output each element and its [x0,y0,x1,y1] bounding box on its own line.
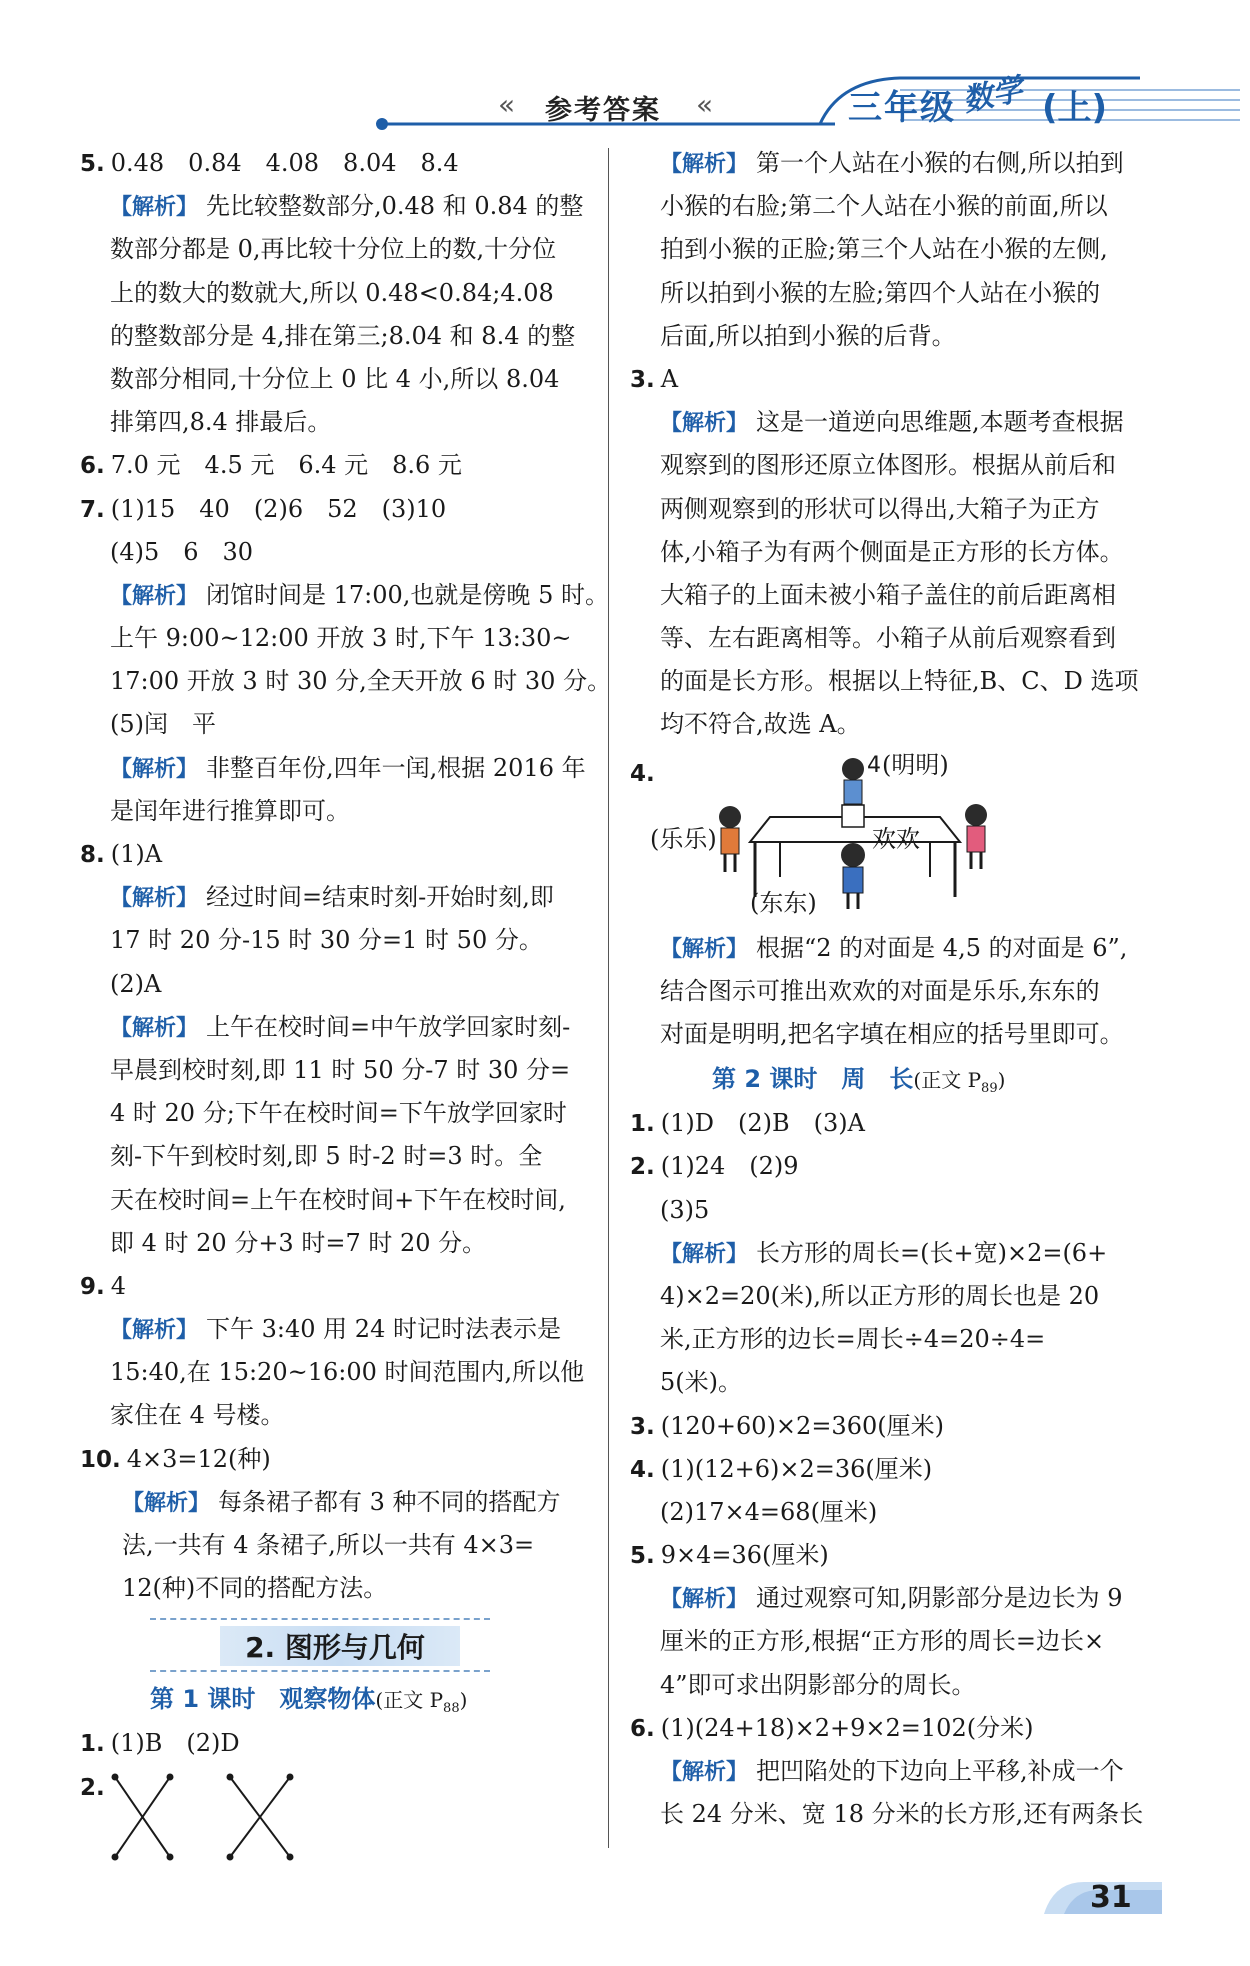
answer-line [80,1265,590,1308]
line-text: 7.0 元 4.5 元 6.4 元 8.6 元 [110,451,462,480]
line-text: 上午 9:00~12:00 开放 3 时,下午 13:30~ [110,624,572,653]
line-text: (2)A [110,969,162,998]
answer-line [630,703,1140,746]
line-text: 家住在 4 号楼。 [110,1401,285,1430]
answer-line [80,1222,590,1265]
answer-line [80,444,590,487]
answer-line [630,1750,1140,1793]
line-text: 的面是长方形。根据以上特征,B、C、D 选项 [660,667,1139,696]
line-text: 根据“2 的对面是 4,5 的对面是 6”, [756,933,1128,962]
answer-line [80,919,590,962]
answer-line [80,358,590,401]
answer-line [80,531,590,574]
line-text: 通过观察可知,阴影部分是边长为 9 [756,1584,1123,1613]
answer-line [80,747,590,790]
lesson-1-ref-page: 88 [443,1701,460,1717]
answer-line [80,1481,590,1524]
answer-line [80,617,590,660]
lesson-1-ref-end: ) [459,1688,468,1713]
chevron-left-icon: « [498,88,516,121]
item-number: 7. [80,496,105,523]
label-bottom: (东东) [750,888,817,917]
answer-line [630,1620,1140,1663]
header-volume: (上) [1042,88,1108,128]
lesson-2-ref-page: 89 [981,1081,998,1097]
answer-line [630,1318,1140,1361]
header-grade: 三年级 [848,88,956,128]
answer-line [630,1534,1140,1577]
line-text: 4”即可求出阴影部分的周长。 [660,1670,976,1699]
left-answer-lines [80,142,612,1610]
line-text: 12(种)不同的搭配方法。 [122,1574,388,1603]
answer-line [630,1102,1140,1145]
cross-2 [227,1774,294,1861]
answer-line [630,1232,1140,1275]
analysis-tag: 【解析】 [110,886,199,912]
answer-line [630,444,1140,487]
scene-number: 4. [630,760,655,787]
line-text: (120+60)×2=360(厘米) [660,1411,944,1440]
lesson-2-ref [913,1068,1006,1097]
answer-line [80,963,590,1006]
line-text: 0.48 0.84 4.08 8.04 8.4 [110,149,459,177]
item-number: 10. [80,1446,121,1473]
answer-line [630,970,1140,1013]
page-number: 31 [1090,1880,1132,1915]
answer-line [630,1664,1140,1707]
lesson-1-ref [375,1688,468,1717]
answer-line [80,272,590,315]
answer-line [80,1049,590,1092]
answer-line [80,1394,590,1437]
line-text: 排第四,8.4 排最后。 [110,408,332,437]
cross-connection-figure [110,1772,300,1862]
line-text: 天在校时间=上午在校时间+下午在校时间, [110,1185,566,1214]
scene-box-number: 4 [867,752,881,778]
line-text: 两侧观察到的形状可以得出,大箱子为正方 [660,494,1100,523]
answer-line [80,1092,590,1135]
line-text: 非整百年份,四年一闰,根据 2016 年 [206,753,586,782]
answer-line [80,876,590,919]
line-text: 对面是明明,把名字填在相应的括号里即可。 [660,1020,1124,1048]
right-column [630,142,1144,1836]
line-text: 观察到的图形还原立体图形。根据从前后和 [660,451,1116,480]
answer-line [80,401,590,444]
answer-line [80,142,590,185]
line-text: 4 [110,1271,127,1300]
banner-dash-top [150,1618,490,1620]
line-text: 长方形的周长=(长+宽)×2=(6+ [756,1238,1108,1267]
item-number: 6. [630,1715,655,1742]
line-text: 后面,所以拍到小猴的后背。 [660,321,956,350]
answer-line [80,703,590,746]
header-subject: 数学 [959,72,1026,119]
analysis-tag: 【解析】 [660,936,749,962]
line-text: (1)15 40 (2)6 52 (3)10 [110,494,447,523]
header-title: 参考答案 [545,95,661,126]
item-number: 8. [80,842,105,868]
answer-line [630,1361,1140,1404]
analysis-tag: 【解析】 [660,1241,749,1267]
line-text: 5(米)。 [660,1368,742,1397]
line-text: 即 4 时 20 分+3 时=7 时 20 分。 [110,1228,487,1257]
answer-line [630,1448,1140,1491]
line-text: (1)B (2)D [110,1729,240,1758]
item-number: 4. [630,1456,655,1483]
line-text: 15:40,在 15:20~16:00 时间范围内,所以他 [110,1358,585,1387]
line-text: 等、左右距离相等。小箱子从前后观察看到 [660,624,1116,653]
analysis-tag: 【解析】 [110,1015,199,1041]
answer-line [630,142,1140,185]
answer-line [80,574,609,617]
line-text: 先比较整数部分,0.48 和 0.84 的整 [206,192,584,221]
lesson-2-ref-text: (正文 P [913,1068,982,1093]
line-text: 4)×2=20(米),所以正方形的周长也是 20 [660,1281,1100,1310]
answer-line [630,1189,1140,1232]
line-text: 17:00 开放 3 时 30 分,全天开放 6 时 30 分。 [110,667,612,696]
lesson-1-heading [80,1676,590,1722]
cross-1 [112,1774,174,1861]
line-text: 拍到小猴的正脸;第三个人站在小猴的左侧, [660,235,1108,264]
line-text: 数部分相同,十分位上 0 比 4 小,所以 8.04 [110,364,560,393]
analysis-tag: 【解析】 [110,756,199,782]
lesson-2-title: 第 2 课时 周 长 [712,1065,914,1094]
line-text: 是闰年进行推算即可。 [110,796,350,825]
answer-line [630,927,1140,970]
answer-line [630,1707,1140,1750]
answer-line [80,228,590,271]
answer-line [80,1722,590,1765]
line-text: 体,小箱子为有两个侧面是正方形的长方体。 [660,537,1124,566]
item-number: 5. [80,151,105,177]
answer-line [630,1405,1140,1448]
answer-line [630,358,1140,401]
line-text: 法,一共有 4 条裙子,所以一共有 4×3= [122,1531,535,1559]
answer-line [630,660,1140,703]
item-number: 2. [80,1774,105,1801]
item-number: 1. [80,1731,105,1758]
category-banner [80,1616,590,1676]
line-text: (4)5 6 30 [110,537,254,566]
line-text: 9×4=36(厘米) [660,1541,829,1570]
analysis-tag: 【解析】 [660,1587,749,1613]
analysis-tag: 【解析】 [660,152,749,177]
line-text: 厘米的正方形,根据“正方形的周长=边长× [660,1627,1105,1656]
answer-line [80,1524,590,1567]
answer-line [630,401,1140,444]
answer-line [630,185,1140,228]
line-text: 长 24 分米、宽 18 分米的长方形,还有两条长 [660,1800,1144,1829]
answer-line [630,1491,1140,1534]
item-number: 1. [630,1111,655,1138]
line-text: A [660,364,679,393]
line-text: 17 时 20 分-15 时 30 分=1 时 50 分。 [110,926,543,955]
answer-line [630,1145,1140,1188]
line-text: (1)(12+6)×2=36(厘米) [660,1454,933,1483]
line-text: 均不符合,故选 A。 [660,710,861,739]
analysis-tag: 【解析】 [660,411,749,437]
line-text: (2)17×4=68(厘米) [660,1497,878,1526]
line-text: 上的数大的数就大,所以 0.48<0.84;4.08 [110,278,554,307]
right-answer-lines-b [630,927,1140,1057]
line-text: 小猴的右脸;第二个人站在小猴的前面,所以 [660,192,1108,221]
answer-line [630,1013,1140,1056]
item-number: 3. [630,366,655,393]
line-text: 第一个人站在小猴的右侧,所以拍到 [756,149,1124,177]
answer-line [80,315,590,358]
answer-line [80,1006,590,1049]
item-number: 3. [630,1413,655,1440]
line-text: (1)24 (2)9 [660,1152,799,1181]
banner-dash-bottom [150,1670,490,1672]
analysis-tag: 【解析】 [660,1760,749,1785]
column-divider [608,148,609,1848]
line-text: 经过时间=结束时刻-开始时刻,即 [206,883,554,912]
left-column [80,142,612,1809]
answer-line [80,185,590,228]
answer-line [80,790,590,833]
analysis-tag: 【解析】 [110,195,199,221]
line-text: 上午在校时间=中午放学回家时刻- [206,1012,571,1041]
line-text: 刻-下午到校时刻,即 5 时-2 时=3 时。全 [110,1142,543,1171]
line-text: (3)5 [660,1195,710,1224]
answer-line [630,228,1140,271]
chevron-left-icon: « [696,88,714,121]
answer-line [630,617,1140,660]
answer-line [630,315,1140,358]
right-answer-lines-a [630,142,1140,747]
line-text: (1)D (2)B (3)A [660,1109,865,1138]
answer-line [80,1438,590,1481]
line-text: 数部分都是 0,再比较十分位上的数,十分位 [110,235,557,264]
observation-scene [630,747,1140,927]
answer-line [630,574,1140,617]
label-top: (明明) [882,750,949,779]
line-text: 米,正方形的边长=周长÷4=20÷4= [660,1325,1046,1354]
label-right: 欢欢 [872,824,920,853]
line-text: 4 时 20 分;下午在校时间=下午放学回家时 [110,1099,567,1128]
answer-line [630,1275,1140,1318]
item-number: 2. [630,1154,655,1181]
answer-line [80,833,590,876]
line-text: 闭馆时间是 17:00,也就是傍晚 5 时。 [206,580,609,609]
lesson-1-title: 第 1 课时 观察物体 [150,1685,376,1714]
item-number: 9. [80,1273,105,1300]
answer-line [630,531,1140,574]
line-text: 4×3=12(种) [126,1444,271,1473]
line-text: 早晨到校时刻,即 11 时 50 分-7 时 30 分= [110,1055,571,1084]
label-left: (乐乐) [650,824,717,853]
answer-line [80,1351,590,1394]
line-text: 所以拍到小猴的左脸;第四个人站在小猴的 [660,278,1101,307]
right-answer-lines-c [630,1102,1144,1836]
line-text: 每条裙子都有 3 种不同的搭配方 [218,1487,561,1516]
category-title: 2. 图形与几何 [245,1631,425,1665]
analysis-tag: 【解析】 [110,1318,199,1344]
analysis-tag: 【解析】 [122,1490,211,1516]
answer-line [630,1793,1144,1836]
line-text: 下午 3:40 用 24 时记时法表示是 [206,1315,561,1344]
line-text: 这是一道逆向思维题,本题考查根据 [756,408,1124,437]
answer-line [80,1179,590,1222]
line-text: 的整数部分是 4,排在第三;8.04 和 8.4 的整 [110,321,576,350]
line-text: 大箱子的上面未被小箱子盖住的前后距离相 [660,580,1116,609]
lesson-2-ref-end: ) [997,1068,1006,1093]
answer-line [80,660,612,703]
answer-line [80,1567,590,1610]
answer-line [630,272,1140,315]
answer-line [80,1308,590,1351]
line-text: 把凹陷处的下边向上平移,补成一个 [756,1757,1124,1785]
lesson-2-heading [630,1056,1140,1102]
line-text: (1)A [110,840,163,868]
line-text: (5)闰 平 [110,710,216,739]
answer-line [630,488,1140,531]
item-number: 5. [630,1543,655,1570]
item-number: 6. [80,453,105,480]
page-header [0,0,1250,140]
line-text: 结合图示可推出欢欢的对面是乐乐,东东的 [660,976,1100,1005]
lesson-1-ref-text: (正文 P [375,1688,444,1713]
answer-line [80,1135,590,1178]
answer-line [630,1577,1140,1620]
answer-line [80,488,590,531]
analysis-tag: 【解析】 [110,583,199,609]
line-text: (1)(24+18)×2+9×2=102(分米) [660,1713,1034,1742]
